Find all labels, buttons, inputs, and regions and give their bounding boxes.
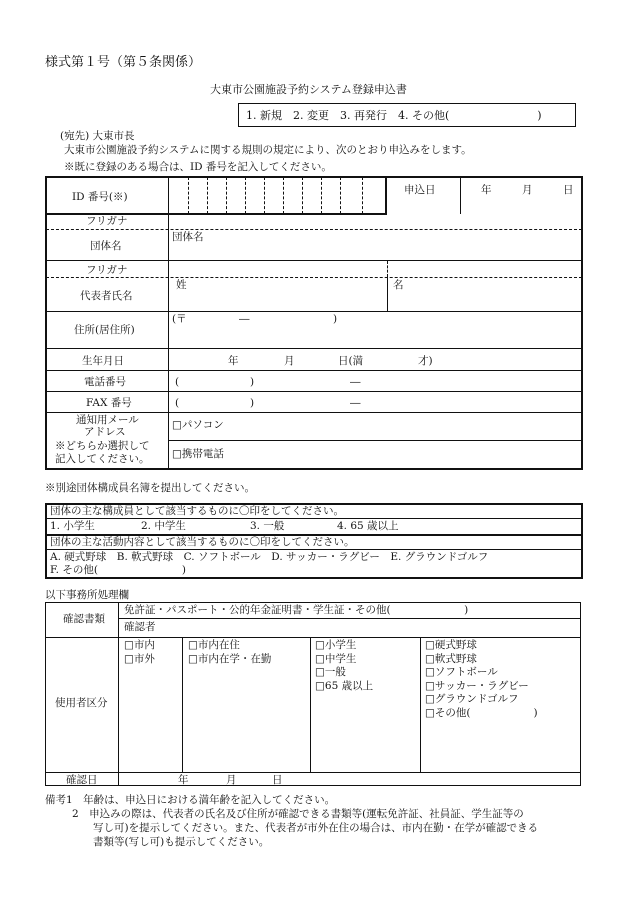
member-option-3[interactable]: 3. 一般: [250, 520, 285, 532]
apply-date-month[interactable]: 月: [522, 184, 533, 196]
softball-checkbox[interactable]: □ソフトボール: [425, 666, 498, 678]
confirm-date-month[interactable]: 月: [226, 774, 237, 786]
postal-open[interactable]: (〒: [172, 313, 187, 325]
member-list-note: ※別途団体構成員名簿を提出してください。: [45, 482, 255, 494]
address-label: 住所(居住所): [74, 324, 135, 336]
phone-paren-open[interactable]: (: [175, 376, 180, 388]
softball-baseball-checkbox[interactable]: □軟式野球: [425, 653, 477, 665]
resident-checkbox[interactable]: □市内在住: [188, 639, 240, 651]
apply-date-year[interactable]: 年: [481, 184, 492, 196]
form-number: 様式第１号（第５条関係）: [45, 55, 202, 70]
id-number-label: ID 番号(※): [72, 191, 128, 203]
soccer-rugby-checkbox[interactable]: □サッカー・ラグビー: [425, 680, 529, 692]
elementary-checkbox[interactable]: □小学生: [315, 639, 357, 651]
rep-given-name-field[interactable]: 名: [393, 279, 404, 291]
member-option-2[interactable]: 2. 中学生: [141, 520, 186, 532]
city-inside-checkbox[interactable]: □市内: [124, 639, 155, 651]
phone-label: 電話番号: [84, 376, 126, 388]
members-question: 団体の主な構成員として該当するものに〇印をしてください。: [50, 505, 344, 517]
remark-2: 2 申込みの際は、代表者の氏名及び住所が確認できる書類等(運転免許証、社員証、学生証等の: [72, 808, 524, 820]
fax-paren-close: ): [250, 397, 255, 409]
general-checkbox[interactable]: □一般: [315, 666, 346, 678]
confirm-date-year[interactable]: 年: [178, 774, 189, 786]
office-use-heading: 以下事務所処理欄: [45, 589, 129, 601]
user-class-label: 使用者区分: [55, 697, 108, 709]
phone-dash: ―: [350, 376, 361, 388]
city-outside-checkbox[interactable]: □市外: [124, 653, 155, 665]
confirm-date-label: 確認日: [66, 774, 98, 786]
apply-date-label: 申込日: [404, 184, 436, 196]
activity-options[interactable]: A. 硬式野球 B. 軟式野球 C. ソフトボール D. サッカー・ラグビー E. グラウンドゴルフ: [50, 551, 489, 563]
email-note: ※どちらか選択して: [55, 440, 150, 452]
remark-2-line-3: 書類等(写し可)も提示してください。: [93, 836, 270, 848]
fax-dash: ―: [350, 397, 361, 409]
rep-name-label: 代表者氏名: [80, 290, 133, 302]
apply-date-day[interactable]: 日: [563, 184, 574, 196]
postal-dash: ―: [239, 313, 250, 325]
member-option-4[interactable]: 4. 65 歳以上: [337, 520, 399, 532]
confirm-date-day[interactable]: 日: [272, 774, 283, 786]
email-label: 通知用メール: [76, 414, 139, 426]
activity-other[interactable]: F. その他( ): [50, 564, 187, 576]
age-unit: 才): [418, 355, 433, 367]
junior-high-checkbox[interactable]: □中学生: [315, 653, 357, 665]
hardball-checkbox[interactable]: □硬式野球: [425, 639, 477, 651]
postal-close: ): [333, 313, 338, 325]
birth-month[interactable]: 月: [284, 355, 295, 367]
remark-1: 備考1 年齢は、申込日における満年齢を記入してください。: [45, 794, 336, 806]
confirmer-label: 確認者: [124, 621, 156, 633]
registration-type-options: 1. 新規 2. 変更 3. 再発行 4. その他( ): [246, 109, 542, 122]
rep-furigana-label: フリガナ: [86, 264, 128, 276]
id-note: ※既に登録のある場合は、ID 番号を記入してください。: [64, 161, 332, 173]
remark-2-line-2: 写し可)を提示してください。また、代表者が市外在住の場合は、市内在勤・在学が確認できる: [93, 822, 539, 834]
birthdate-label: 生年月日: [82, 355, 124, 367]
addressee: (宛先) 大東市長: [60, 130, 135, 142]
doc-label: 確認書類: [63, 613, 105, 625]
commuter-checkbox[interactable]: □市内在学・在勤: [188, 653, 272, 665]
fax-label: FAX 番号: [86, 397, 132, 409]
over-65-checkbox[interactable]: □65 歳以上: [315, 680, 374, 692]
email-label-2: アドレス: [84, 426, 126, 438]
application-statement: 大東市公園施設予約システムに関する規則の規定により、次のとおり申込みをします。: [64, 144, 472, 156]
group-name-label: 団体名: [90, 240, 122, 252]
email-note-2: 記入してください。: [55, 453, 150, 465]
doc-types: 免許証・パスポート・公的年金証明書・学生証・その他( ): [124, 604, 469, 616]
birth-year[interactable]: 年: [228, 355, 239, 367]
phone-paren-close: ): [250, 376, 255, 388]
mobile-checkbox[interactable]: □携帯電話: [172, 448, 224, 460]
group-furigana-label: フリガナ: [86, 215, 128, 227]
form-title: 大東市公園施設予約システム登録申込書: [210, 83, 407, 96]
group-name-field[interactable]: 団体名: [172, 231, 204, 243]
member-option-1[interactable]: 1. 小学生: [50, 520, 95, 532]
pc-checkbox[interactable]: □パソコン: [172, 419, 224, 431]
fax-paren-open[interactable]: (: [175, 397, 180, 409]
rep-surname-field[interactable]: 姓: [176, 279, 187, 291]
birth-day-age[interactable]: 日(満: [338, 355, 364, 367]
other-activity-checkbox[interactable]: □その他( ): [425, 707, 538, 719]
activity-question: 団体の主な活動内容として該当するものに〇印をしてください。: [50, 536, 355, 548]
ground-golf-checkbox[interactable]: □グラウンドゴルフ: [425, 693, 519, 705]
